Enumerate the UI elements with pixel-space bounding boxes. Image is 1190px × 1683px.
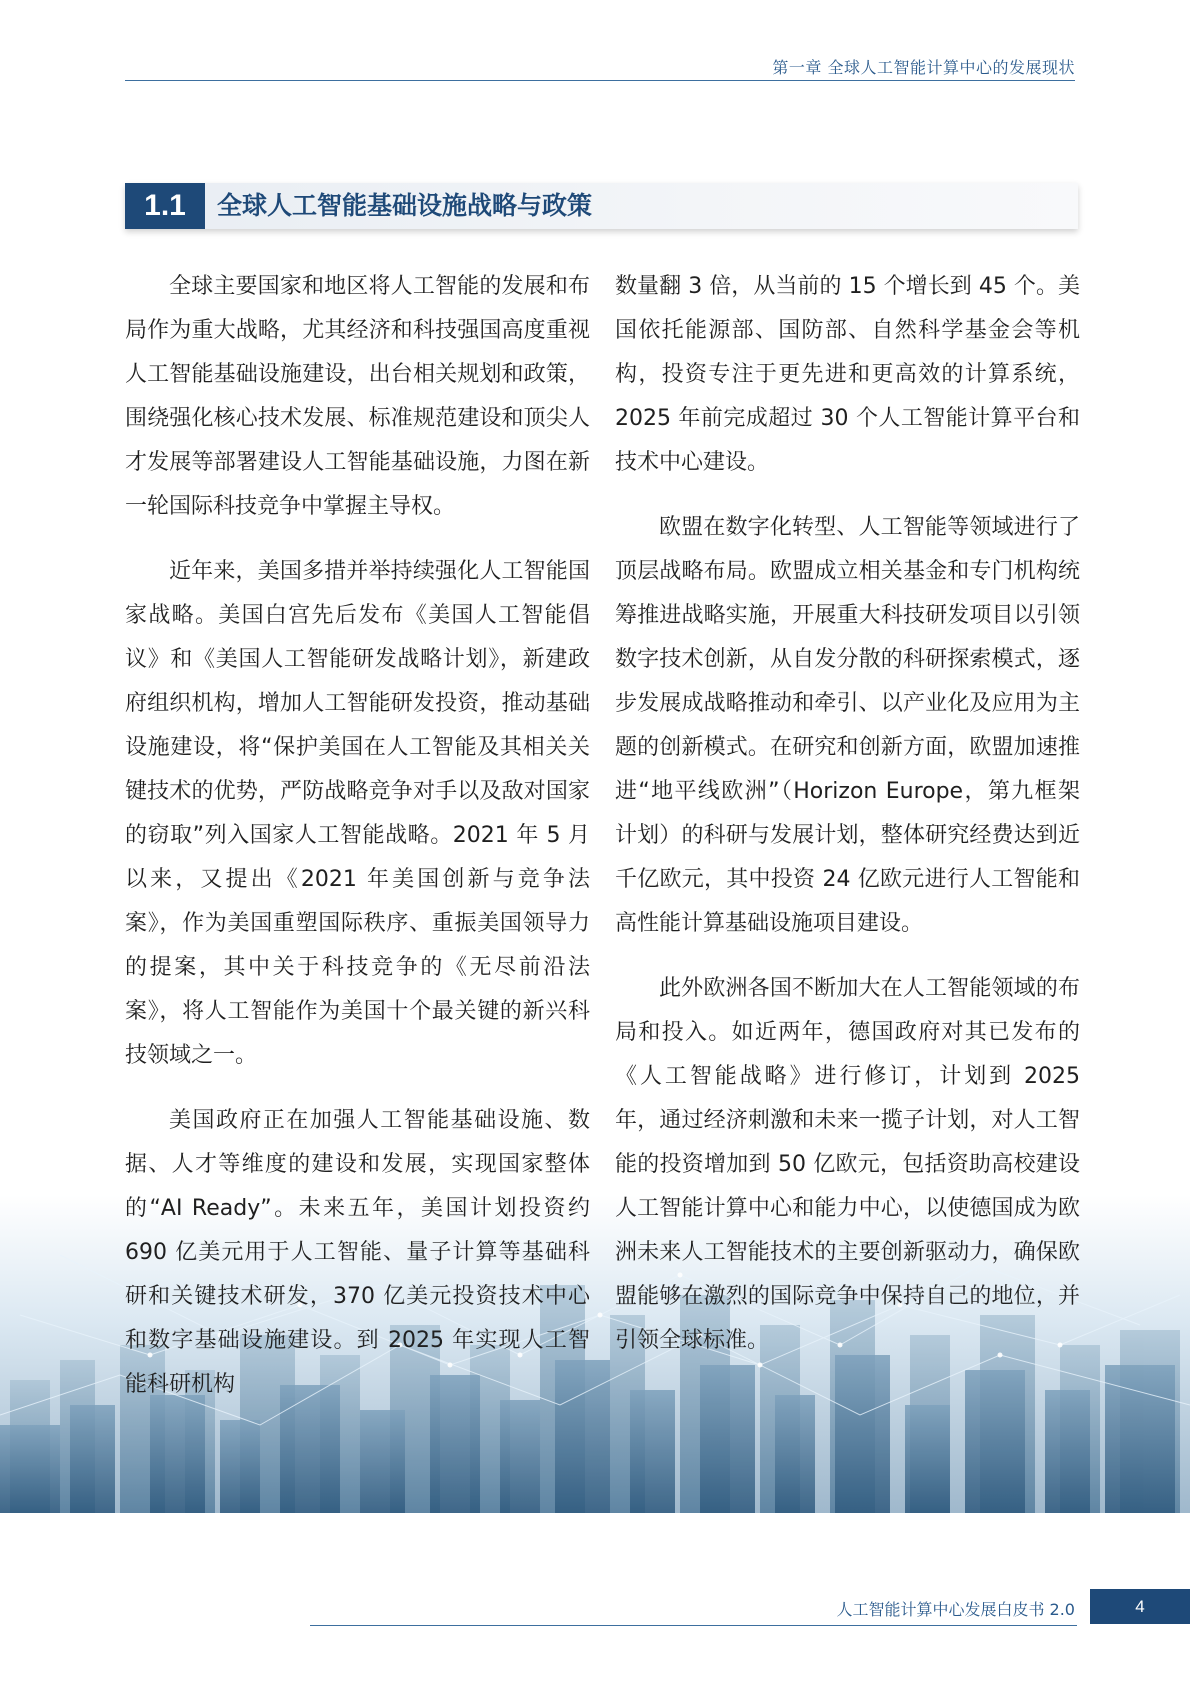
header-rule	[125, 80, 1075, 81]
section-title: 全球人工智能基础设施战略与政策	[217, 191, 593, 220]
paragraph: 此外欧洲各国不断加大在人工智能领域的布局和投入。如近两年，德国政府对其已发布的《人工智能战略》进行修订，计划到 2025 年，通过经济刺激和未来一揽子计划，对人工智能的投资增加到 50 亿欧元，包括资助高校建设人工智能计算中心和能力中心，以使德国成为欧洲未来人工智能技术的主要创新驱动力，确保欧盟能够在激烈的国际竞争中保持自己的地位，并引领全球标准。	[615, 976, 1080, 1353]
paragraph-continued: 数量翻 3 倍，从当前的 15 个增长到 45 个。美国依托能源部、国防部、自然科学基金会等机构，投资专注于更先进和更高效的计算系统，2025 年前完成超过 30 个人工智能计算平台和技术中心建设。	[615, 274, 1080, 475]
running-header: 第一章 全球人工智能计算中心的发展现状	[772, 58, 1075, 77]
paragraph: 欧盟在数字化转型、人工智能等领域进行了顶层战略布局。欧盟成立相关基金和专门机构统筹推进战略实施，开展重大科技研发项目以引领数字技术创新，从自发分散的科研探索模式，逐步发展成战略推动和牵引、以产业化及应用为主题的创新模式。在研究和创新方面，欧盟加速推进“地平线欧洲”（Horizon Europe，第九框架计划）的科研与发展计划，整体研究经费达到近千亿欧元，其中投资 24 亿欧元进行人工智能和高性能计算基础设施项目建设。	[615, 515, 1080, 936]
paragraph: 全球主要国家和地区将人工智能的发展和布局作为重大战略，尤其经济和科技强国高度重视人工智能基础设施建设，出台相关规划和政策，围绕强化核心技术发展、标准规范建设和顶尖人才发展等部署建设人工智能基础设施，力图在新一轮国际科技竞争中掌握主导权。	[125, 274, 590, 519]
section-heading-banner	[125, 183, 1078, 229]
left-column	[125, 265, 590, 1428]
section-number: 1.1	[125, 183, 205, 229]
footer-document-title: 人工智能计算中心发展白皮书 2.0	[836, 1600, 1075, 1619]
right-column	[615, 265, 1080, 1384]
page-number: 4	[1090, 1589, 1190, 1624]
paragraph: 美国政府正在加强人工智能基础设施、数据、人才等维度的建设和发展，实现国家整体的“AI Ready”。未来五年，美国计划投资约 690 亿美元用于人工智能、量子计算等基础科研和关键技术研发，370 亿美元投资技术中心和数字基础设施建设。到 2025 年实现人工智能科研机构	[125, 1108, 590, 1397]
footer-rule	[310, 1625, 1077, 1626]
paragraph: 近年来，美国多措并举持续强化人工智能国家战略。美国白宫先后发布《美国人工智能倡议》和《美国人工智能研发战略计划》，新建政府组织机构，增加人工智能研发投资，推动基础设施建设，将“保护美国在人工智能及其相关关键技术的优势，严防战略竞争对手以及敌对国家的窃取”列入国家人工智能战略。2021 年 5 月以来，又提出《2021 年美国创新与竞争法案》，作为美国重塑国际秩序、重振美国领导力的提案，其中关于科技竞争的《无尽前沿法案》，将人工智能作为美国十个最关键的新兴科技领域之一。	[125, 559, 590, 1068]
